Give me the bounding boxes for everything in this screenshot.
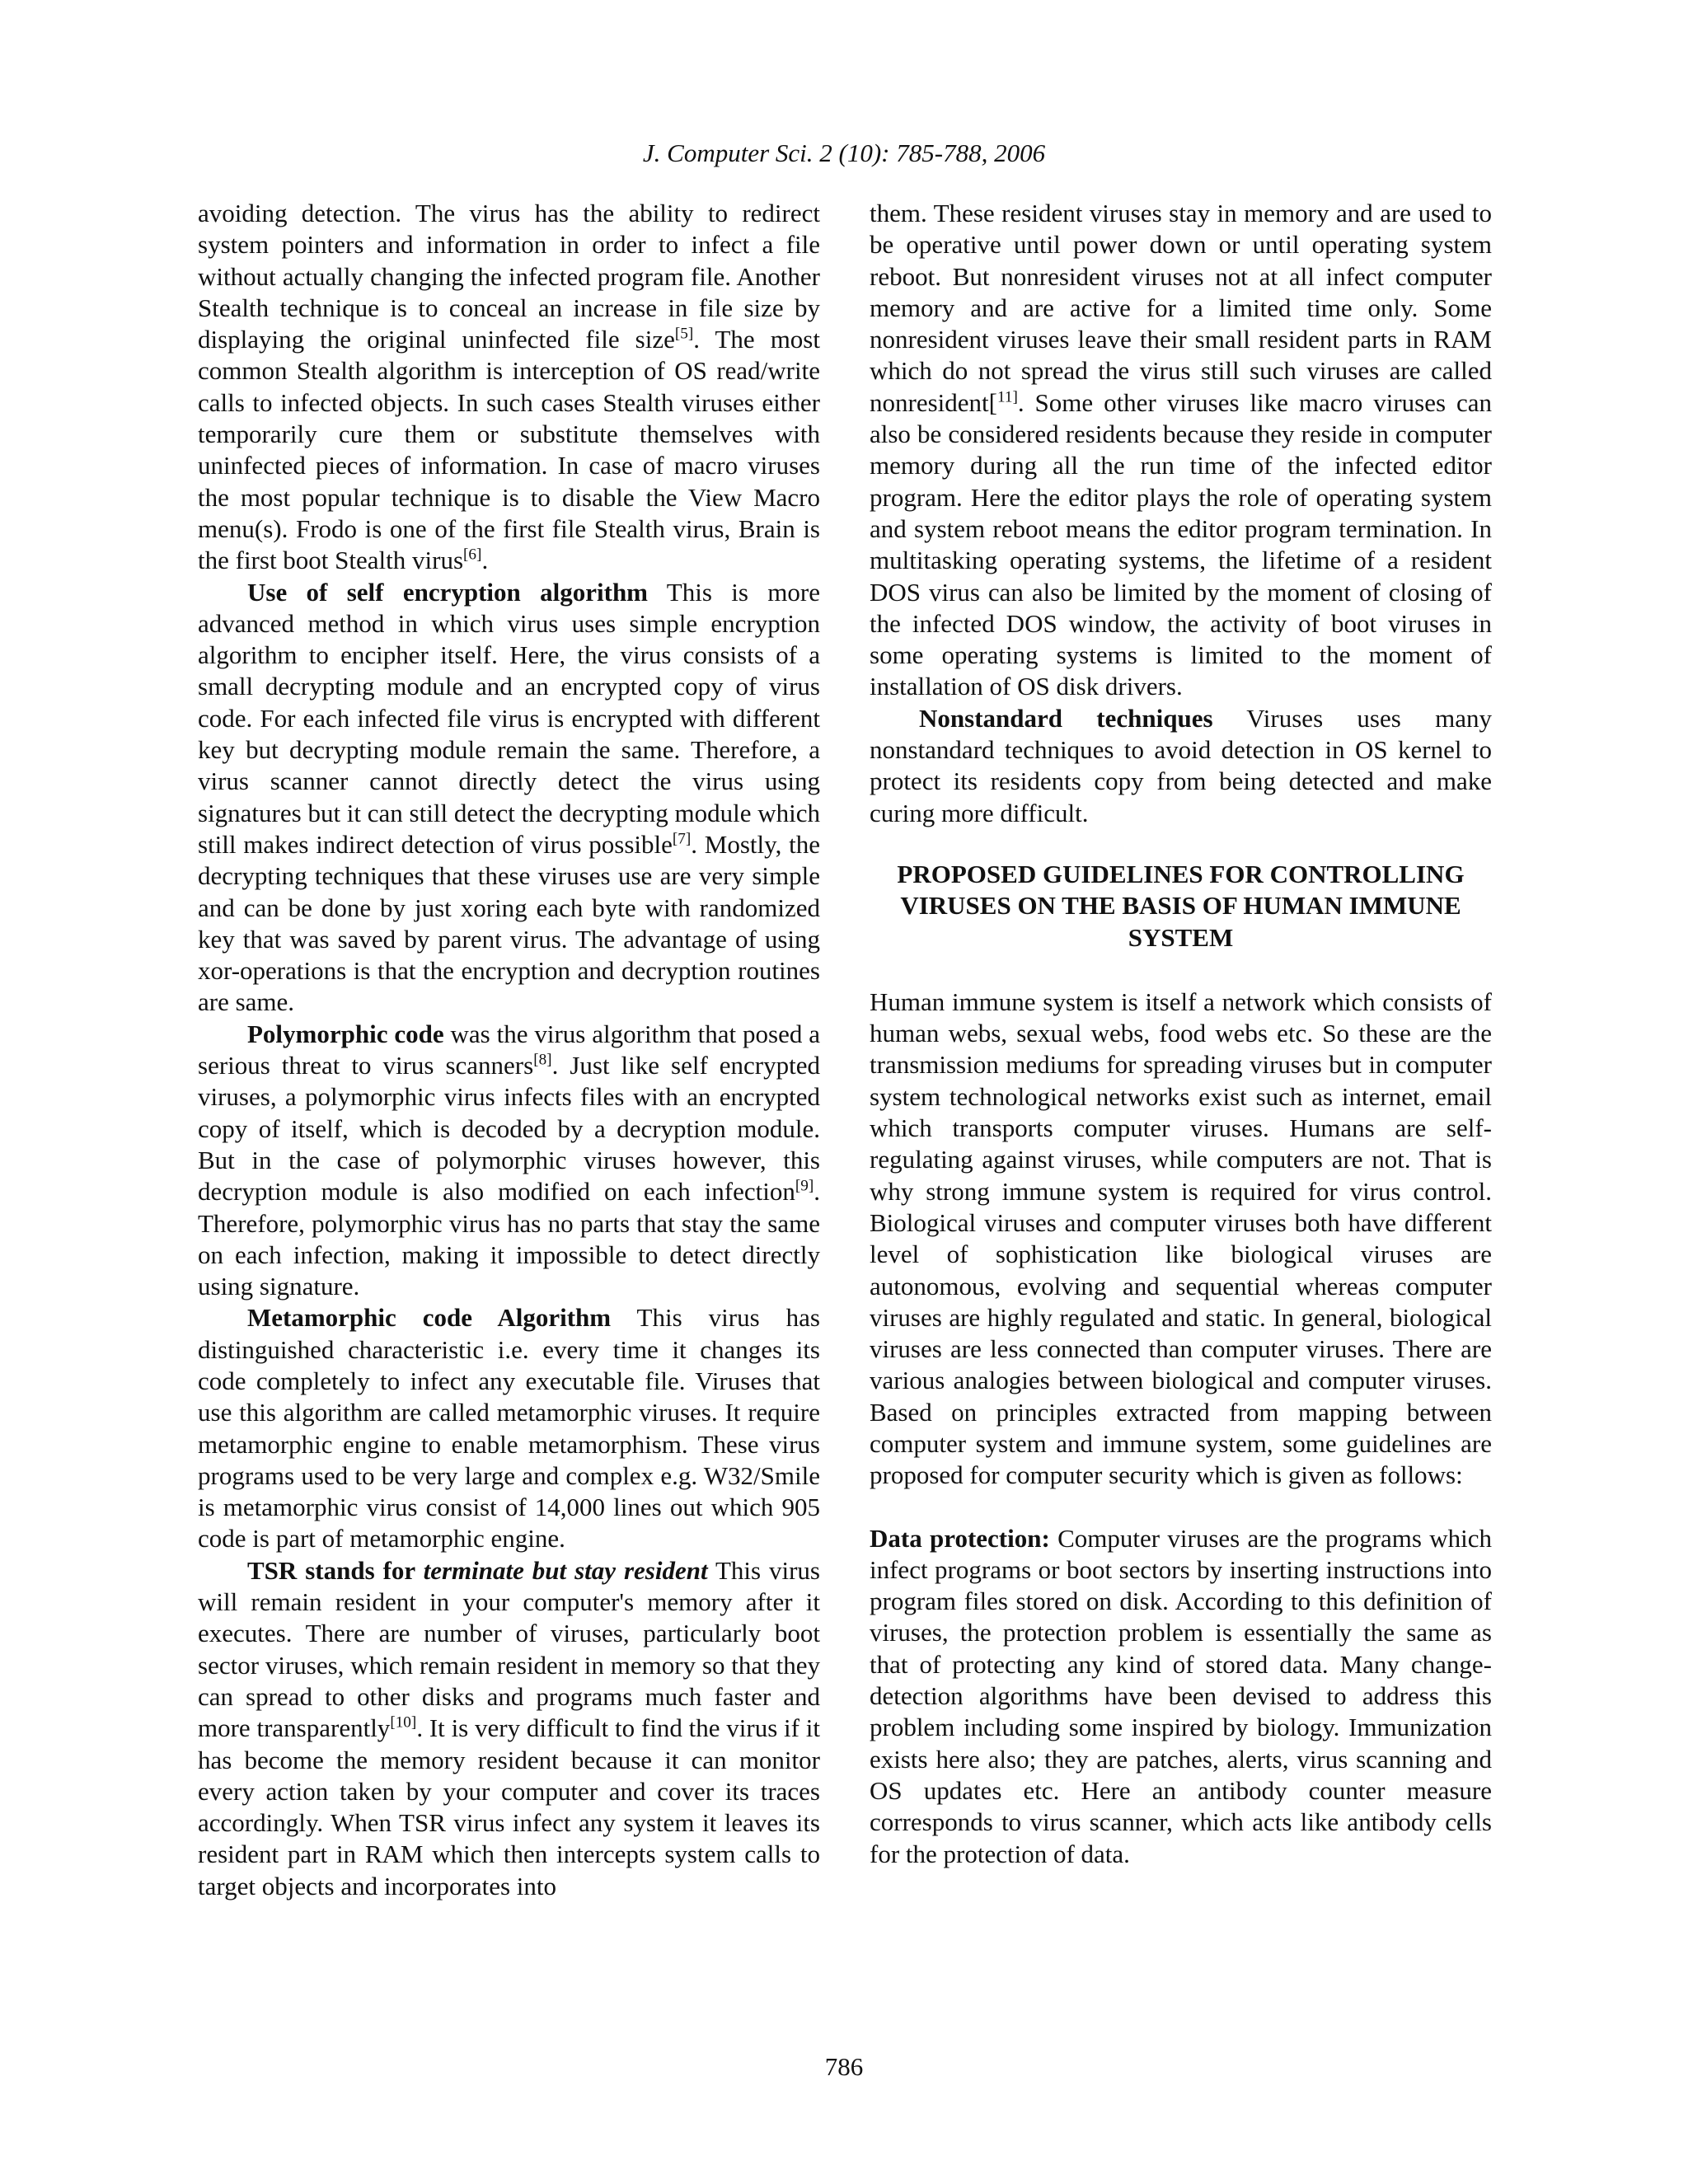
text: This is more advanced method in which virus uses simple encryption algorithm to encipher itself. Here, the virus consists of a small decrypting module and an encrypted copy of virus code. For each infected file virus is encrypted with different key but decrypting module remain the same. Therefore, a virus scanner cannot directly detect the virus using signatures but it can still detect the decrypting module which still makes indirect detection of virus possible bbox=[198, 577, 821, 859]
citation: [7] bbox=[672, 830, 692, 848]
run-in-heading: Polymorphic code bbox=[247, 1019, 444, 1048]
paragraph-tsr bbox=[198, 1555, 820, 1902]
paragraph-nonstandard bbox=[870, 703, 1492, 829]
run-in-heading: Metamorphic code Algorithm bbox=[247, 1303, 612, 1333]
run-in-heading: Data protection: bbox=[870, 1523, 1050, 1553]
section-heading bbox=[870, 859, 1492, 954]
citation: [9] bbox=[795, 1177, 814, 1195]
citation: [8] bbox=[533, 1051, 552, 1069]
page-number: 786 bbox=[824, 2052, 864, 2081]
text: . Just like self encrypted viruses, a polymorphic virus infects files with an encrypted copy of itself, which is decoded by a decryption module. But in the case of polymorphic viruses however, this decryption module is also modified on each infection bbox=[198, 1051, 820, 1207]
citation: [6] bbox=[463, 546, 482, 564]
paragraph-resident bbox=[870, 198, 1492, 703]
section-heading-line: VIRUSES ON THE BASIS OF HUMAN IMMUNE bbox=[900, 891, 1461, 921]
paragraph-stealth bbox=[198, 198, 820, 577]
text: . Mostly, the decrypting techniques that these viruses use are very simple and can be done by just xoring each byte with randomized key that was saved by parent virus. The advantage of using xor-operations is that the encryption and decryption routines are same. bbox=[198, 829, 820, 1017]
citation: 11] bbox=[996, 388, 1018, 406]
run-in-heading: Nonstandard techniques bbox=[919, 703, 1213, 733]
text: This virus will remain resident in your computer's memory after it executes. There are number of viruses, particularly boot sector viruses, which remain resident in memory so that they can spread to other disks and programs much faster and more transparently bbox=[198, 1555, 820, 1743]
text: Computer viruses are the programs which infect programs or boot sectors by inserting instructions into program files stored on disk. According to this definition of viruses, the protection problem is essentially the same as that of protecting any kind of stored data. Many change-detection algorithms have been devised to address this problem including some inspired by biology. Immunization exists here also; they are patches, alerts, virus scanning and OS updates etc. Here an antibody counter measure corresponds to virus scanner, which acts like antibody cells for the protection of data. bbox=[870, 1523, 1492, 1868]
right-column bbox=[870, 198, 1492, 1870]
paragraph-data-protection bbox=[870, 1523, 1492, 1870]
run-in-heading-text: TSR stands for bbox=[247, 1555, 424, 1585]
text: them. These resident viruses stay in memory and are used to be operative until power down or until operating system reboot. But nonresident viruses not at all infect computer memory and are active for a limited time only. Some nonresident viruses leave their small resident parts in RAM which do not spread the virus still such viruses are called nonresident[ bbox=[870, 199, 1492, 417]
text: . The most common Stealth algorithm is interception of OS read/write calls to infected objects. In such cases Stealth viruses either temporarily cure them or substitute themselves with uninfected pieces of information. In case of macro viruses the most popular technique is to disable the View Macro menu(s). Frodo is one of the first file Stealth virus, Brain is the first boot Stealth virus bbox=[198, 325, 820, 575]
section-heading-line: PROPOSED GUIDELINES FOR CONTROLLING bbox=[897, 859, 1465, 888]
text: avoiding detection. The virus has the ability to redirect system pointers and information in order to infect a file without actually changing the infected program file. Another Stealth technique is to conceal an increase in file size by displaying the original uninfected file size bbox=[198, 199, 820, 354]
text: Human immune system is itself a network which consists of human webs, sexual webs, food webs etc. So these are the transmission mediums for spreading viruses but in computer system technological networks exist such as internet, email which transports computer viruses. Humans are self-regulating against viruses, while computers are not. That is why strong immune system is required for virus control. Biological viruses and computer viruses both have different level of sophistication like biological viruses are autonomous, evolving and sequential whereas computer viruses are highly regulated and static. In general, biological viruses are less connected than computer viruses. There are various analogies between biological and computer viruses. Based on principles extracted from mapping between computer system and immune system, some guidelines are proposed for computer security which is given as follows: bbox=[870, 987, 1492, 1490]
text: . It is very difficult to find the virus if it has become the memory resident because it can monitor every action taken by your computer and cover its traces accordingly. When TSR virus infect any system it leaves its resident part in RAM which then intercepts system calls to target objects and incorporates into bbox=[198, 1713, 820, 1900]
citation: [10] bbox=[390, 1713, 417, 1732]
text: . Therefore, polymorphic virus has no parts that stay the same on each infection, making it impossible to detect directly using signature. bbox=[198, 1177, 820, 1301]
text: This virus has distinguished characteristic i.e. every time it changes its code completely to infect any executable file. Viruses that use this algorithm are called metamorphic viruses. It require metamorphic engine to enable metamorphism. These virus programs used to be very large and complex e.g. W32/Smile is metamorphic virus consist of 14,000 lines out which 905 code is part of metamorphic engine. bbox=[198, 1303, 820, 1554]
left-column bbox=[198, 198, 820, 1902]
paragraph-self-encryption bbox=[198, 577, 820, 1019]
paragraph-polymorphic bbox=[198, 1019, 820, 1303]
text: . Some other viruses like macro viruses can also be considered residents because they reside in computer memory during all the run time of the infected editor program. Here the editor plays the role of operating system and system reboot means the editor program termination. In multitasking operating systems, the lifetime of a resident DOS virus can also be limited by the moment of closing of the infected DOS window, the activity of boot viruses in some operating systems is limited to the moment of installation of OS disk drivers. bbox=[870, 387, 1492, 701]
text: . bbox=[481, 546, 489, 575]
paragraph-immune-system bbox=[870, 987, 1492, 1492]
section-heading-line: SYSTEM bbox=[1128, 922, 1234, 952]
run-in-heading bbox=[247, 1556, 708, 1585]
citation: [5] bbox=[674, 325, 694, 343]
paragraph-metamorphic bbox=[198, 1302, 820, 1554]
run-in-heading-italic: terminate but stay resident bbox=[423, 1555, 708, 1585]
text: was the virus algorithm that posed a serious threat to virus scanners bbox=[198, 1019, 821, 1080]
running-header: J. Computer Sci. 2 (10): 785-788, 2006 bbox=[642, 138, 1046, 167]
text: Viruses uses many nonstandard techniques to avoid detection in OS kernel to protect its residents copy from being detected and make curing more difficult. bbox=[870, 703, 1492, 827]
run-in-heading: Use of self encryption algorithm bbox=[247, 577, 649, 607]
